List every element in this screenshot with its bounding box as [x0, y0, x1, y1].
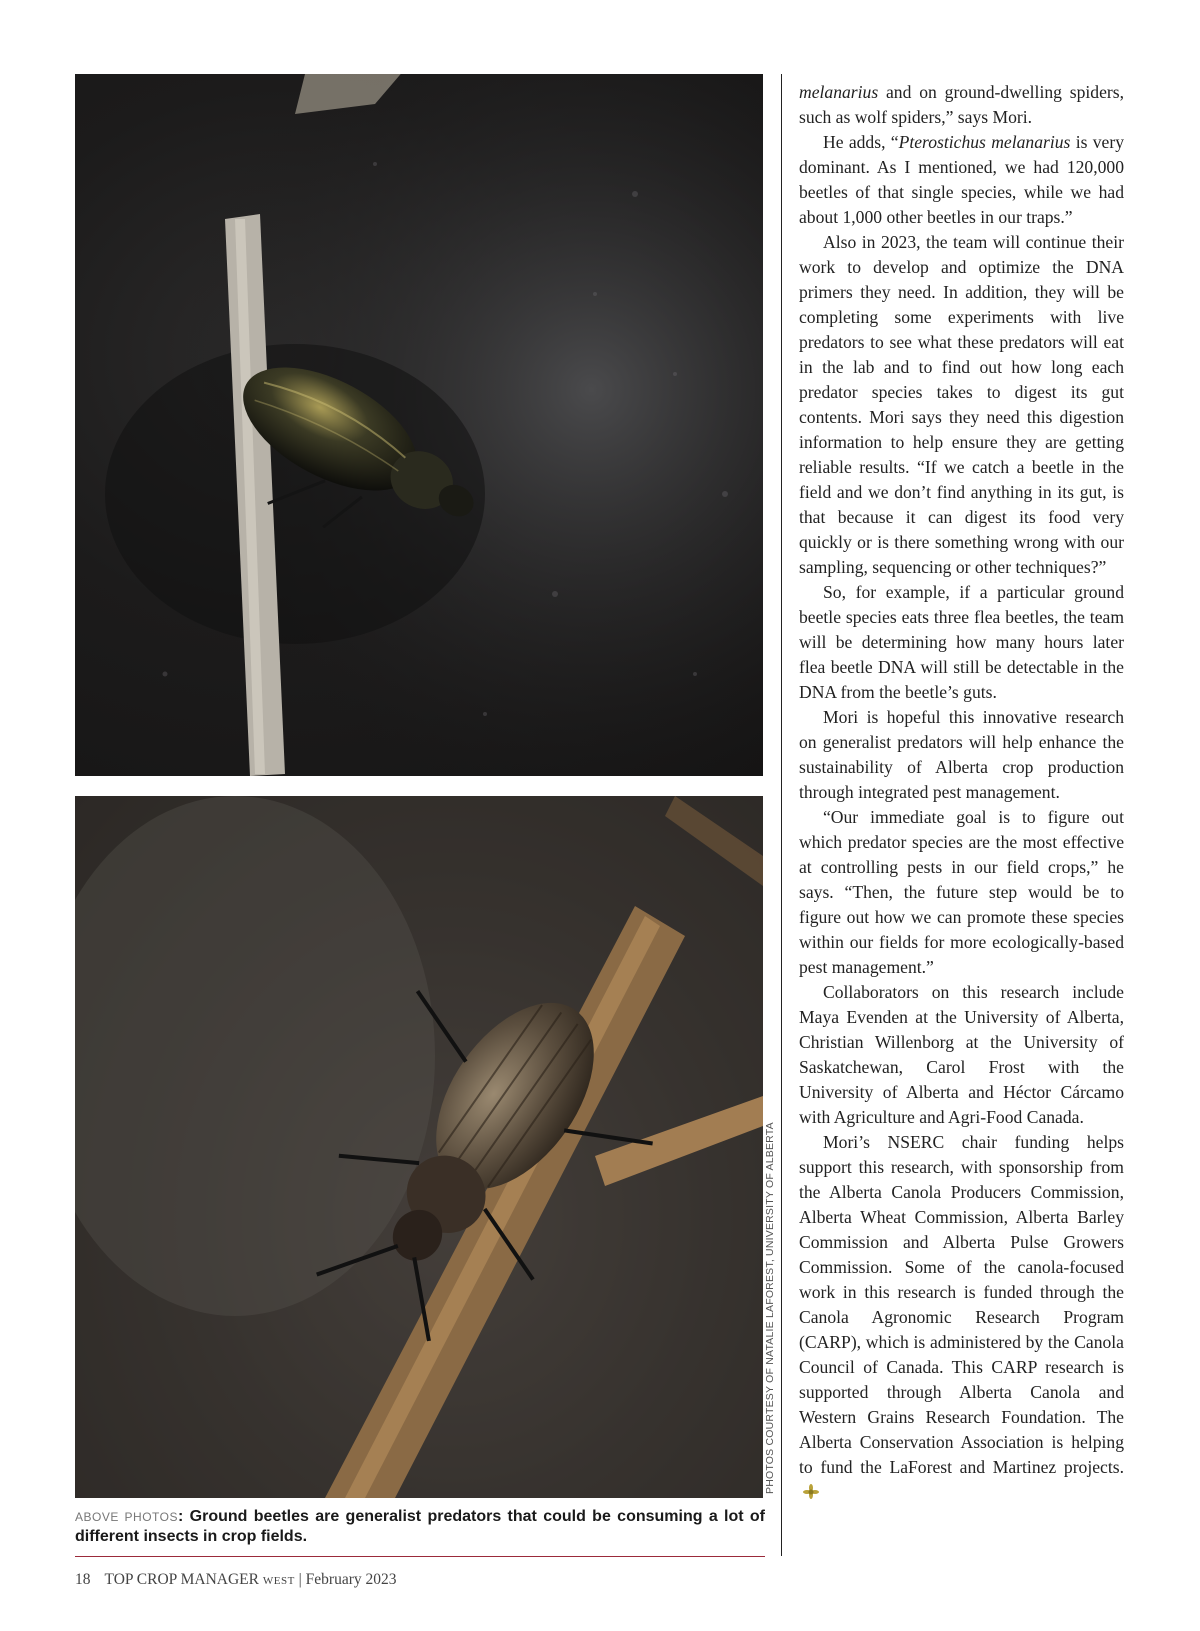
- beetle-on-soil-image: [75, 74, 763, 776]
- paragraph-text: He adds, “: [823, 132, 899, 152]
- article-paragraph: Collaborators on this research include Maya Evenden at the University of Alberta, Christian Willenborg at the University of Saskatchewan, Carol Frost with the University of Alberta and Héctor Cárcamo with Agriculture and Agri-Food Canada.: [799, 982, 1124, 1127]
- footer-separator: |: [294, 1571, 306, 1588]
- column-divider: [781, 74, 782, 1556]
- photo-ground-beetle-bottom: [75, 796, 763, 1498]
- caption-divider: [75, 1556, 765, 1557]
- article-paragraph: [799, 80, 1124, 130]
- article-paragraph: So, for example, if a particular ground beetle species eats three flea beetles, the team will be determining how many hours later flea beetle DNA will still be detectable in the DNA from the beetle’s guts.: [799, 582, 1124, 702]
- edition-label: WEST: [262, 1575, 295, 1587]
- beetle-on-debris-image: [75, 796, 763, 1498]
- paragraph-text: is very dominant. As I mentioned, we had 120,000 beetles of that single species, while we had about 1,000 other beetles in our traps.”: [799, 132, 1124, 227]
- article-paragraph: [799, 1130, 1124, 1505]
- leaf-end-mark-icon: [803, 1484, 819, 1500]
- article-paragraph: [799, 130, 1124, 230]
- page-footer: [75, 1571, 396, 1589]
- paragraph-text: and on ground-dwelling spiders, such as wolf spiders,” says Mori.: [799, 82, 1124, 127]
- caption-lead: ABOVE PHOTOS: [75, 1510, 179, 1524]
- caption-separator: :: [178, 1508, 190, 1525]
- article-paragraph: “Our immediate goal is to figure out which predator species are the most effective at controlling pests in our field crops,” he says. “Then, the future step would be to figure out how we can promote these species within our fields for more ecologically-based pest management.”: [799, 807, 1124, 977]
- page-number: 18: [75, 1571, 91, 1588]
- caption-text: Ground beetles are generalist predators that could be consuming a lot of different insects in crop fields.: [75, 1508, 766, 1545]
- photo-caption: [75, 1507, 765, 1547]
- species-name: melanarius: [799, 82, 879, 102]
- article-paragraph: Mori is hopeful this innovative research on generalist predators will help enhance the sustainability of Alberta crop production through integrated pest management.: [799, 707, 1124, 802]
- photo-credit: PHOTOS COURTESY OF NATALIE LAFOREST, UNIVERSITY OF ALBERTA: [764, 1122, 776, 1494]
- article-paragraph: Also in 2023, the team will continue their work to develop and optimize the DNA primers they need. In addition, they will be completing some experiments with live predators to see what these predators will eat in the lab and to find out how long each predator species takes to digest its gut contents. Mori says they need this digestion information to help ensure they are getting reliable results. “If we catch a beetle in the field and we don’t find anything in its gut, is that because it can digest its food very quickly or is there something wrong with our sampling, sequencing or other techniques?”: [799, 232, 1124, 577]
- paragraph-text: Mori’s NSERC chair funding helps support this research, with sponsorship from the Alberta Canola Producers Commission, Alberta Wheat Commission, Alberta Barley Commission and Alberta Pulse Growers Commission. Some of the canola-focused work in this research is funded through the Canola Agronomic Research Program (CARP), which is administered by the Canola Council of Canada. This CARP research is supported through Alberta Canola and Western Grains Research Foundation. The Alberta Conservation Association is helping to fund the LaForest and Martinez projects.: [799, 1132, 1124, 1477]
- magazine-name: TOP CROP MANAGER: [104, 1571, 259, 1588]
- issue-date: February 2023: [305, 1571, 397, 1588]
- photo-ground-beetle-top: [75, 74, 763, 776]
- article-column: [799, 80, 1124, 1505]
- species-name: Pterostichus melanarius: [898, 132, 1071, 152]
